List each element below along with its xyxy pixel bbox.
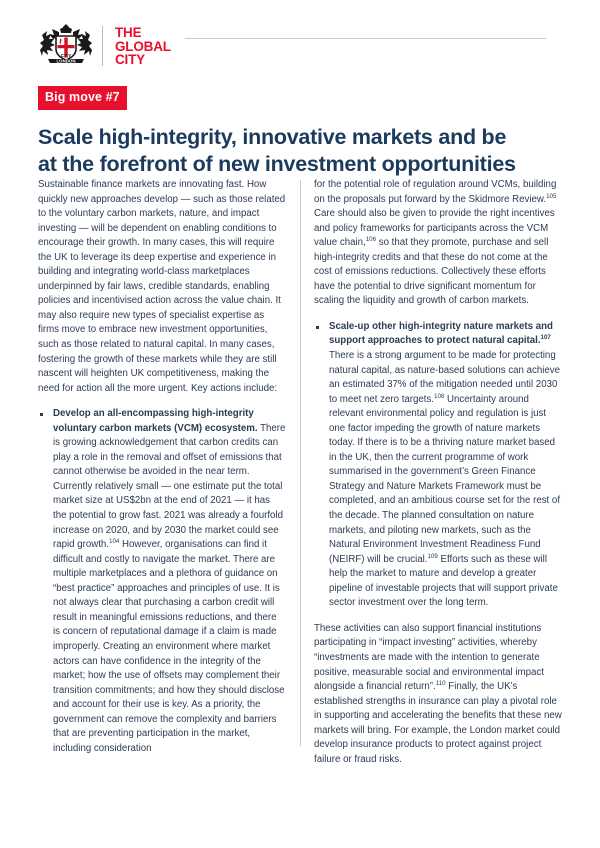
left-column xyxy=(38,178,286,767)
continuation-body-b: Care should also be given to provide the right incentives and policy frameworks for participants across the VCM value chain, xyxy=(314,208,555,249)
right-column xyxy=(314,178,562,767)
column-gap xyxy=(286,178,314,767)
continuation-body-a: for the potential role of regulation around VCMs, building on the proposals put forward by the Skidmore Review. xyxy=(314,179,557,205)
footnote-ref-107: 107 xyxy=(540,334,551,342)
footnote-ref-109: 109 xyxy=(427,552,438,560)
global-city-wordmark xyxy=(115,25,171,67)
footnote-ref-105: 105 xyxy=(546,192,557,200)
bullet-item-vcm-ecosystem xyxy=(38,407,286,756)
footnote-ref-108: 108 xyxy=(434,392,445,400)
right-bullet-list xyxy=(314,320,562,611)
bullet-body-b: However, organisations can find it difficult and costly to navigate the market. There are multiple marketplaces and a plethora of guidance on “best practice” approaches and principles of use. It is not always clear that purchasing a carbon credit will result in meaningful emissions reductions, and there is concern of reputational damage if a claim is made improperly. Creating an environment where market actors can have confidence in the integrity of the market; how the use of offsets may complement their transition commitments; and how they should disclose and account for their use is key. As a priority, the government can remove the complexity and barriers that are preventing participation in the market, including consideration xyxy=(53,539,285,754)
wordmark-line-3: CITY xyxy=(115,52,145,68)
logo-divider xyxy=(102,26,103,66)
column-divider-line xyxy=(300,180,301,746)
header-horizontal-rule xyxy=(185,38,546,39)
city-of-london-crest-icon xyxy=(38,23,94,69)
page-title-line-1: Scale high-integrity, innovative markets and be xyxy=(38,125,507,150)
wordmark-line-1: THE xyxy=(115,25,142,41)
closing-paragraph xyxy=(314,622,562,767)
continuation-body-c: so that they promote, purchase and sell high-integrity credits and that these do not come at the cost of emissions reductions. Collectively these efforts have the potential to drive significant momentum for scaling the liquidity and growth of carbon markets. xyxy=(314,237,549,307)
page-title-line-2: at the forefront of new investment opportunities xyxy=(38,152,516,177)
bullet-continuation-paragraph xyxy=(314,178,562,309)
two-column-body xyxy=(38,178,562,767)
crest-label-city: CITY xyxy=(60,53,72,59)
closing-body-b: Finally, the UK’s established strengths in insurance can play a pivotal role in supporting and accelerating the benefits that these new markets will bring. For example, the London market could develop insurance products to protect against project failure or fraud risks. xyxy=(314,681,562,765)
bullet-lead-text: Scale-up other high-integrity nature markets and support approaches to protect natural capital. xyxy=(329,320,553,347)
page-title xyxy=(38,124,558,178)
crest-label-london: LONDON xyxy=(56,58,76,64)
page-header xyxy=(38,22,546,70)
footnote-ref-104: 104 xyxy=(109,538,120,546)
bullet-body-a: There is a strong argument to be made for protecting natural capital, as nature-based solutions can achieve an estimated 37% of the mitigation needed until 2030 to meet net zero targets. xyxy=(329,350,561,405)
bullet-body-a: There is growing acknowledgement that carbon credits can play a role in the removal and offset of emissions that cannot otherwise be avoided in the near term. Currently relatively small — one estimate put the total market size at US$2bn at the end of 2021 — it has the potential to grow fast. 2021 was already a fourfold increase on 2020, and by 2030 the market could see rapid growth. xyxy=(53,422,286,551)
bullet-body-b: Uncertainty around relevant environmental policy and regulation is just one factor impeding the growth of nature markets today. If there is to be a thriving nature market based in the UK, then the current programme of work summarised in the government’s Green Finance Strategy and Nature Markets Framework must be completed, and an ambitious course set for the rest of the decade. The planned consultation on nature markets, and piloting new markets, such as the Natural Environment Investment Readiness Fund (NEIRF) will be crucial. xyxy=(329,393,561,565)
wordmark-line-2: GLOBAL xyxy=(115,38,171,54)
big-move-badge: Big move #7 xyxy=(38,86,127,110)
bullet-item-nature-markets xyxy=(314,320,562,611)
bullet-body-c: Efforts such as these will help the market to mature and develop a greater pipeline of investable projects that will support private sector investment over the long term. xyxy=(329,553,558,609)
bullet-lead-text: Develop an all-encompassing high-integrity voluntary carbon markets (VCM) ecosystem. xyxy=(53,408,258,434)
left-bullet-list xyxy=(38,407,286,756)
intro-paragraph: Sustainable finance markets are innovating fast. How quickly new approaches develop — such as those related to the voluntary carbon markets, nature, and impact investing — will be dependent on enabling conditions to encourage their growth. In many cases, this will require the UK to leverage its deep expertise and experience in building and integrating world-class marketplaces underpinned by fair laws, credible standards, enabling policies and incentivised action across the value chain. It may also require new types of specialist expertise as firms move to embrace new investment opportunities, such as those related to natural capital. In many cases, fostering the growth of these markets while they are still nascent will heighten UK competitiveness, making the need for action all the more urgent. Key actions include: xyxy=(38,179,286,394)
footnote-ref-110: 110 xyxy=(435,680,446,688)
closing-body-a: These activities can also support financial institutions participating in “impact investing” activities, whereby “investments are made with the intention to generate positive, measurable social and environmental impact alongside a financial return”. xyxy=(314,622,544,693)
footnote-ref-106: 106 xyxy=(365,236,377,244)
